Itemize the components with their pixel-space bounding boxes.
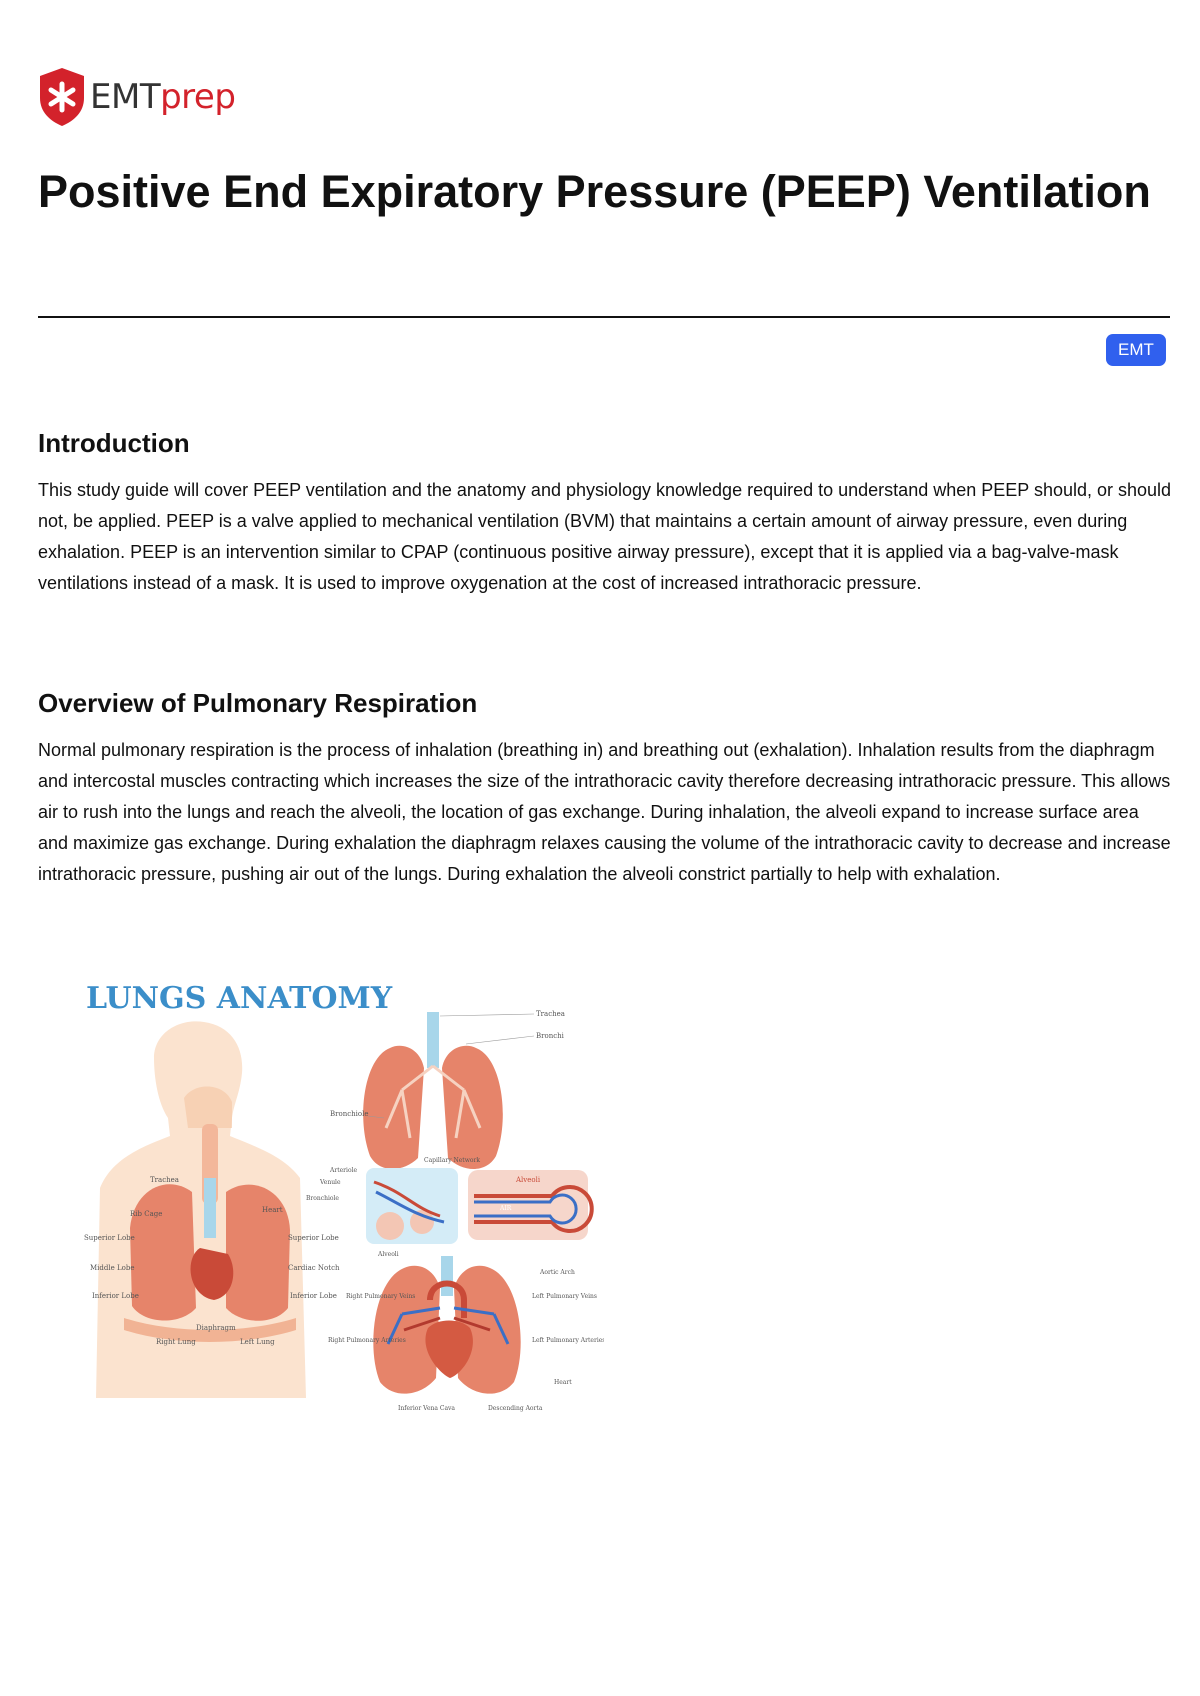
label-air: AIR: [500, 1205, 512, 1212]
label-rib-cage: Rib Cage: [130, 1210, 163, 1218]
level-badge: EMT: [1106, 334, 1166, 366]
label-left-lung: Left Lung: [240, 1338, 275, 1346]
label-right-lung: Right Lung: [156, 1338, 196, 1346]
section-heading-introduction: Introduction: [38, 428, 190, 458]
label-middle-lobe: Middle Lobe: [90, 1264, 135, 1272]
label-arteriole: Arteriole: [330, 1167, 358, 1174]
shield-logo-icon: [36, 66, 88, 128]
emtprep-logo: [36, 66, 235, 128]
section-heading-pulmonary-respiration: Overview of Pulmonary Respiration: [38, 688, 478, 718]
label-descending-aorta: Descending Aorta: [488, 1405, 543, 1412]
section-text-pulmonary-respiration: Normal pulmonary respiration is the process of inhalation (breathing in) and breathing out (exhalation). Inhalation results from the diaphragm and intercostal muscles contracting which increases the size of the intrathoracic cavity therefore decreasing intrathoracic pressure. This allows air to rush into the lungs and reach the alveoli, the location of gas exchange. During inhalation, the alveoli expand to increase surface area and maximize gas exchange. During exhalation the diaphragm relaxes causing the volume of the intrathoracic cavity to decrease and increase intrathoracic pressure, pushing air out of the lungs. During exhalation the alveoli constrict partially to help with exhalation.: [38, 740, 1171, 884]
label-trachea: Trachea: [536, 1010, 565, 1018]
label-aortic-arch: Aortic Arch: [540, 1269, 575, 1276]
title-divider: [38, 316, 1170, 318]
page-title: Positive End Expiratory Pressure (PEEP) Ventilation: [38, 166, 1151, 217]
section-text-introduction: This study guide will cover PEEP ventilation and the anatomy and physiology knowledge required to understand when PEEP should, or should not, be applied. PEEP is a valve applied to mechanical ventilation (BVM) that maintains a certain amount of airway pressure, even during exhalation. PEEP is an intervention similar to CPAP (continuous positive airway pressure), except that it is applied via a bag-valve-mask ventilations instead of a mask. It is used to improve oxygenation at the cost of increased intrathoracic pressure.: [38, 480, 1172, 593]
label-inferior-lobe-right: Inferior Lobe: [290, 1292, 337, 1300]
label-right-pulmonary-veins: Right Pulmonary Veins: [346, 1293, 416, 1300]
label-superior-lobe-left: Superior Lobe: [84, 1234, 135, 1242]
label-left-pulmonary-arteries: Left Pulmonary Arteries: [532, 1337, 604, 1344]
label-diaphragm: Diaphragm: [196, 1324, 236, 1332]
label-heart: Heart: [554, 1379, 572, 1386]
label-alveoli-title: Alveoli: [516, 1176, 541, 1184]
label-bronchiole-small: Bronchiole: [306, 1195, 339, 1202]
label-cardiac-notch: Cardiac Notch: [288, 1264, 340, 1272]
label-venule: Venule: [320, 1179, 341, 1186]
lungs-bronchi-illustration: [363, 1012, 503, 1169]
label-bronchi: Bronchi: [536, 1032, 564, 1040]
label-superior-lobe-right: Superior Lobe: [288, 1234, 339, 1242]
label-heart-top: Heart: [262, 1206, 283, 1214]
label-right-pulmonary-arteries: Right Pulmonary Arteries: [328, 1337, 406, 1344]
brand-part-prep: prep: [160, 77, 236, 117]
label-trachea-left: Trachea: [150, 1176, 179, 1184]
brand-part-emt: EMT: [90, 77, 161, 117]
lungs-vessels-illustration: [373, 1256, 520, 1394]
label-capillary-network: Capillary Network: [424, 1157, 480, 1164]
label-bronchiole: Bronchiole: [330, 1110, 369, 1118]
brand-wordmark: [90, 77, 235, 117]
lungs-anatomy-figure: [84, 978, 604, 1418]
label-inferior-vena-cava: Inferior Vena Cava: [398, 1405, 455, 1412]
label-left-pulmonary-veins: Left Pulmonary Veins: [532, 1293, 597, 1300]
label-inferior-lobe-left: Inferior Lobe: [92, 1292, 139, 1300]
label-alveoli: Alveoli: [378, 1251, 399, 1258]
figure-title: LUNGS ANATOMY: [86, 981, 393, 1016]
